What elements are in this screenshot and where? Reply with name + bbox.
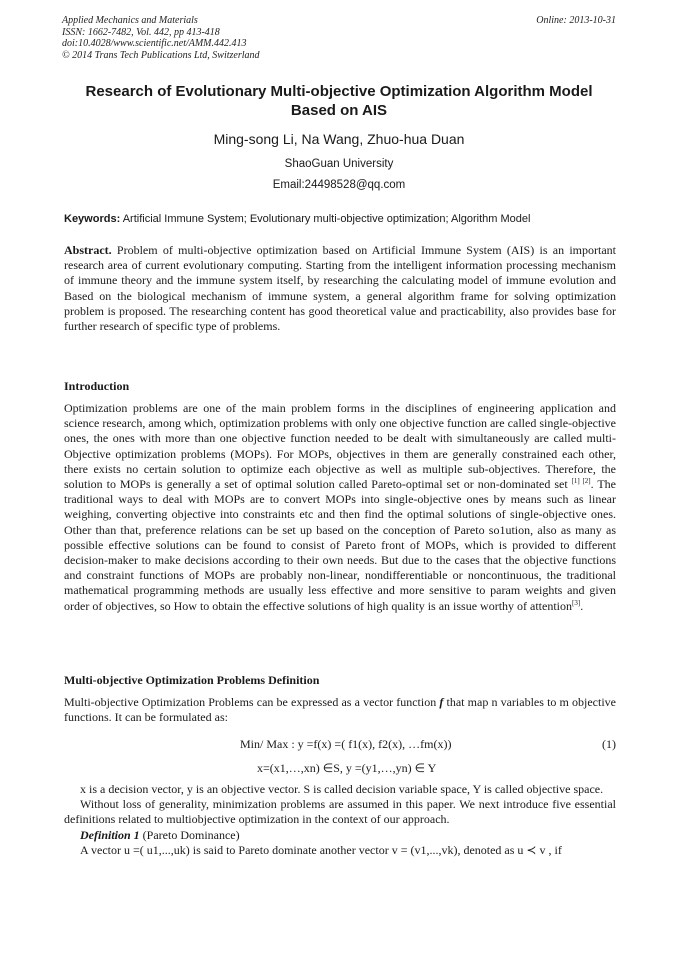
intro-text-2: . The traditional ways to deal with MOPs are to convert MOPs into single-objective ones by means such as linear weighing, converting objective into constraints etc and then find the optimal solutions of single-objective ones. Other than that, preference relations can be set up based on the conception of Pareto so1ution, also as many as possible effective solutions can be found to consist of Pareto front of MOPs, which is provided to different decision-maker to make decisions according to their own needs. But due to the cases that the objective functions and constraint functions of MOPs are probably non-linear, nondifferentiable or noncontinuous, the traditional mathematical programming methods are usually less effective and more sensitive to param weights and given order of objectives, so How to obtain the effective solutions of high quality is an issue worthy of attention — [64, 477, 616, 613]
doi: doi:10.4028/www.scientific.net/AMM.442.413 — [62, 38, 247, 49]
definition-label: Definition 1 — [80, 827, 140, 842]
keywords — [64, 212, 616, 226]
keywords-text: Artificial Immune System; Evolutionary multi-objective optimization; Algorithm Model — [122, 213, 531, 225]
introduction-body — [64, 401, 616, 614]
online-date: Online: 2013-10-31 — [536, 15, 616, 26]
pareto-dominance-text: A vector u =( u1,...,uk) is said to Pareto dominate another vector v = (v1,...,vk), denoted as u ≺ v , if — [80, 842, 562, 857]
mop-text-1a: Multi-objective Optimization Problems can be expressed as a vector function — [64, 695, 437, 709]
minimization-assumption: Without loss of generality, minimization problems are assumed in this paper. We next introduce five essential definitions related to multiobjective optimization in the context of our approach. — [64, 797, 616, 827]
journal-header — [62, 15, 616, 61]
mop-body — [64, 782, 616, 858]
issn: ISSN: 1662-7482, Vol. 442, pp 413-418 — [62, 26, 220, 38]
abstract-text: Problem of multi-objective optimization based on Artificial Immune System (AIS) is an important research area of current evolutionary computing. Starting from the intelligent information processing mechanism of immune theory and the immune system itself, by researching the calculating model of immune evolution and Based on the biological mechanism of immune system, a general algorithm frame for solving optimization problem is proposed. The researching content has good theoretical value and practicability, also provides base for further research of specific type of problems. — [64, 243, 616, 334]
keywords-label: Keywords: — [64, 213, 121, 225]
journal-name: Applied Mechanics and Materials — [62, 15, 198, 26]
introduction-heading: Introduction — [64, 379, 130, 393]
definition-1 — [64, 828, 616, 843]
equation-number: (1) — [602, 737, 616, 751]
equation-constraints: x=(x1,…,xn) ∈S, y =(y1,…,yn) ∈ Y — [257, 761, 437, 775]
authors: Ming-song Li, Na Wang, Zhuo-hua Duan — [213, 131, 465, 147]
paper-title: Research of Evolutionary Multi-objective Optimization Algorithm Model Based on AIS — [85, 83, 593, 119]
abstract — [64, 243, 616, 334]
intro-text-1: Optimization problems are one of the main problem forms in the disciplines of engineering application and science research, among which, optimization problems with only one objective function are called single-objective ones, the ones with more than one objective function needed to be dealt with simultaneously are called multi-Objective optimization problems (MOPs). For MOPs, objectives in them are generally constrained each other, there exists no certain solution to optimize each objective as well as multiple sub-objectives. Therefore, the solution to MOPs is generally a set of optimal solution called Pareto-optimal set or non-dominated set — [64, 401, 616, 492]
citation-1-2: [1] [2] — [571, 477, 591, 486]
equation-1: Min/ Max : y =f(x) =( f1(x), f2(x), …fm(x)) — [240, 737, 452, 751]
affiliation: ShaoGuan University — [284, 158, 394, 170]
definition-name: (Pareto Dominance) — [142, 827, 240, 842]
mop-heading: Multi-objective Optimization Problems Definition — [64, 673, 320, 687]
mop-text-1b: that map n variables to m objective functions. It can be formulated as: — [64, 695, 617, 725]
intro-text-3: . — [580, 598, 584, 613]
citation-3: [3] — [572, 598, 581, 607]
function-f: f — [439, 695, 444, 709]
abstract-label: Abstract. — [64, 243, 112, 257]
mop-intro — [64, 695, 616, 725]
author-email: Email:24498528@qq.com — [272, 179, 406, 191]
copyright: © 2014 Trans Tech Publications Ltd, Switzerland — [62, 49, 260, 61]
vector-description: x is a decision vector, y is an objective vector. S is called decision variable space, Y is called objective space. — [80, 782, 604, 796]
